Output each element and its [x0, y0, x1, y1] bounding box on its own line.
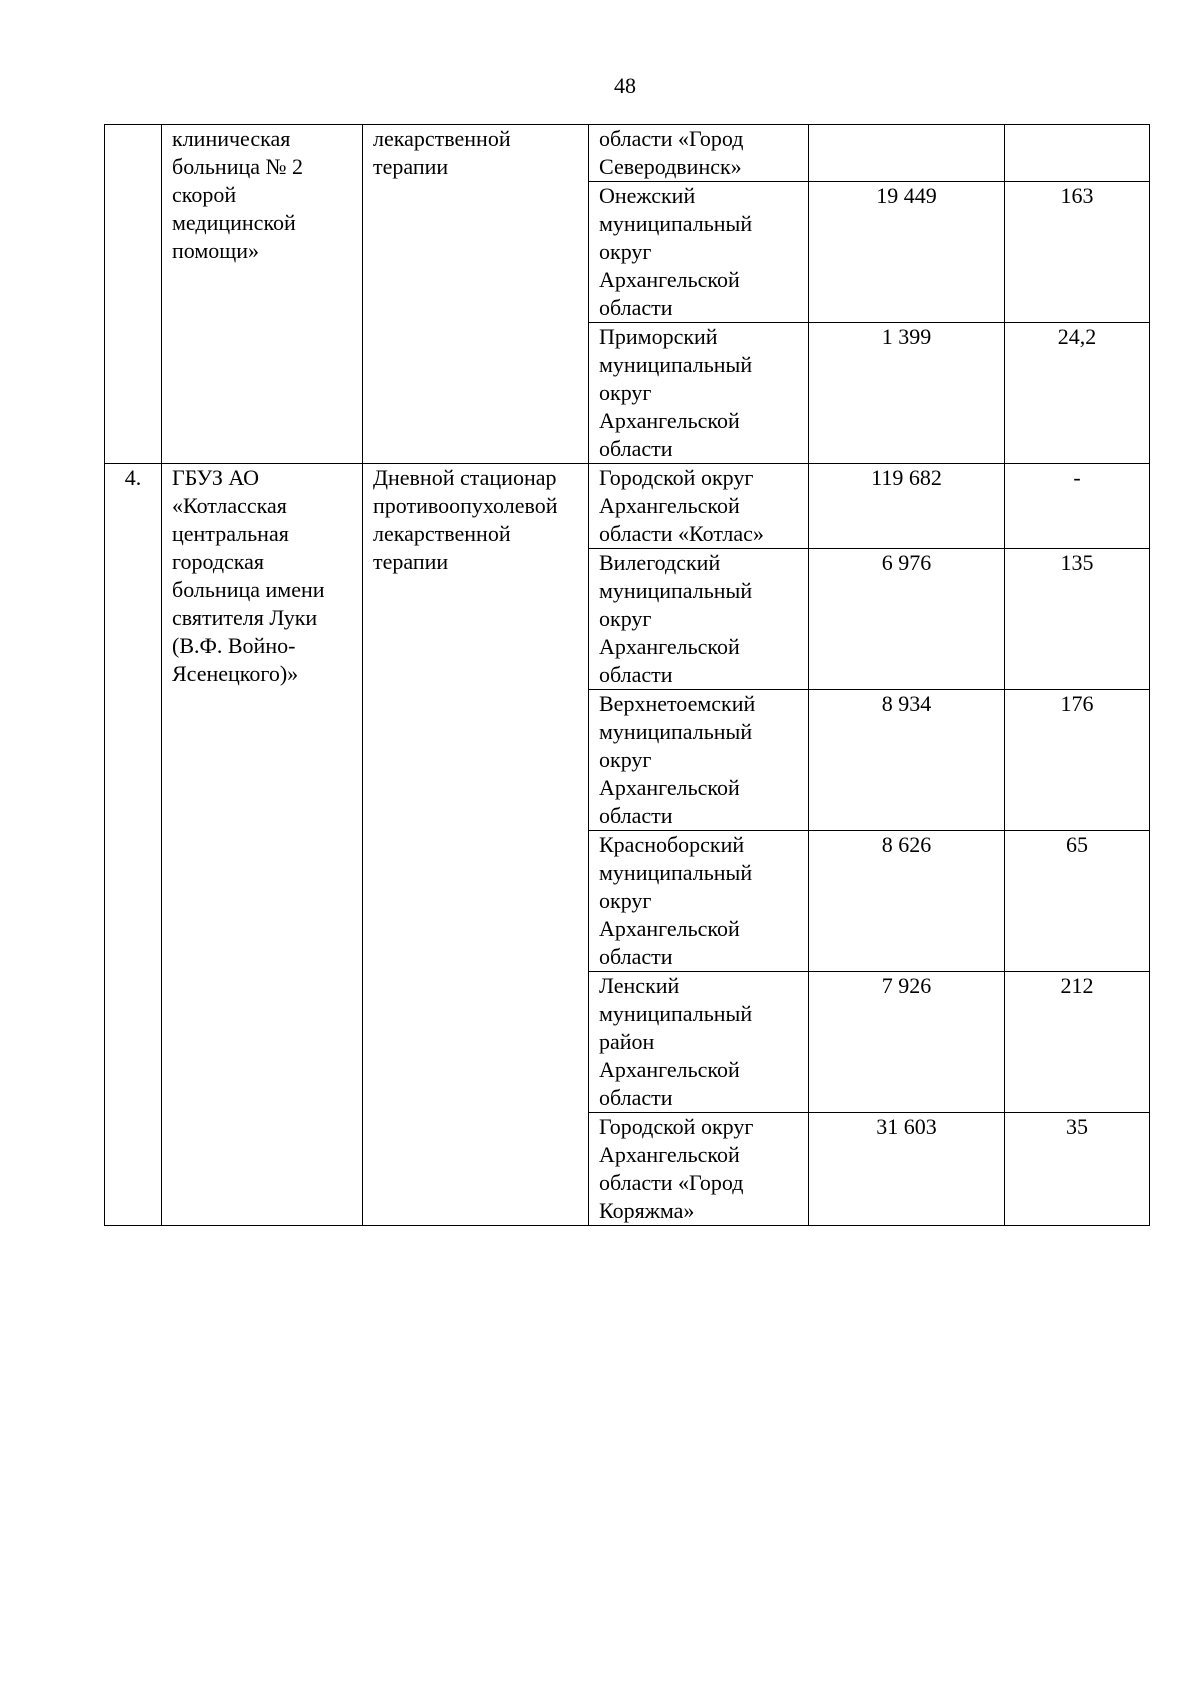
organization-cell: [162, 464, 363, 1226]
value-cell: [1005, 831, 1150, 972]
organization-name: ГБУЗ АО «Котласская центральная городская больница имени святителя Луки (В.Ф. Войно- Ясенецкого)»: [172, 465, 325, 686]
value-cell: [1005, 125, 1150, 182]
value-cell: [1005, 972, 1150, 1113]
value-number: 212: [1060, 973, 1094, 998]
population-cell: [809, 125, 1005, 182]
territory-name: Вилегодский муниципальный округ Архангельской области: [599, 550, 753, 687]
value-number: 35: [1066, 1114, 1088, 1139]
population-cell: [809, 182, 1005, 323]
population-value: 31 603: [876, 1114, 937, 1139]
territory-name: Ленский муниципальный район Архангельской области: [599, 973, 753, 1110]
value-cell: [1005, 1113, 1150, 1226]
territory-cell: [589, 464, 809, 549]
value-cell: [1005, 549, 1150, 690]
table-row: [105, 125, 1150, 182]
row-number: 4.: [124, 465, 142, 490]
value-number: 24,2: [1057, 324, 1097, 349]
value-cell: [1005, 182, 1150, 323]
row-number-cell: [105, 125, 162, 464]
population-cell: [809, 972, 1005, 1113]
value-number: -: [1073, 465, 1081, 490]
territory-name: Онежский муниципальный округ Архангельской области: [599, 183, 753, 320]
page-number: 48: [614, 73, 636, 98]
population-value: 8 626: [881, 832, 932, 857]
service-type-cell: [363, 125, 589, 464]
population-cell: [809, 464, 1005, 549]
territory-cell: [589, 549, 809, 690]
territory-name: Городской округ Архангельской области «Котлас»: [599, 465, 764, 546]
row-number-cell: [105, 464, 162, 1226]
population-value: 8 934: [881, 691, 932, 716]
population-value: 6 976: [881, 550, 932, 575]
value-cell: [1005, 690, 1150, 831]
service-type: лекарственной терапии: [373, 126, 511, 179]
table-row: [105, 464, 1150, 549]
territory-cell: [589, 125, 809, 182]
territory-name: Городской округ Архангельской области «Город Коряжма»: [599, 1114, 754, 1223]
value-number: 135: [1060, 550, 1094, 575]
territory-cell: [589, 182, 809, 323]
population-cell: [809, 690, 1005, 831]
population-value: 1 399: [881, 324, 932, 349]
territory-cell: [589, 972, 809, 1113]
territory-name: области «Город Северодвинск»: [599, 126, 744, 179]
territory-name: Верхнетоемский муниципальный округ Архангельской области: [599, 691, 756, 828]
population-cell: [809, 549, 1005, 690]
territory-cell: [589, 1113, 809, 1226]
value-cell: [1005, 464, 1150, 549]
population-value: 119 682: [871, 465, 942, 490]
data-table: [104, 124, 1150, 1226]
territory-cell: [589, 690, 809, 831]
value-cell: [1005, 323, 1150, 464]
population-cell: [809, 831, 1005, 972]
population-value: 7 926: [881, 973, 932, 998]
population-cell: [809, 323, 1005, 464]
population-cell: [809, 1113, 1005, 1226]
territory-cell: [589, 323, 809, 464]
territory-name: Красноборский муниципальный округ Архангельской области: [599, 832, 753, 969]
territory-cell: [589, 831, 809, 972]
service-type: Дневной стационар противоопухолевой лекарственной терапии: [373, 465, 558, 574]
value-number: 65: [1066, 832, 1088, 857]
organization-name: клиническая больница № 2 скорой медицинской помощи»: [172, 126, 303, 263]
organization-cell: [162, 125, 363, 464]
value-number: 176: [1060, 691, 1094, 716]
service-type-cell: [363, 464, 589, 1226]
territory-name: Приморский муниципальный округ Архангельской области: [599, 324, 753, 461]
population-value: 19 449: [876, 183, 937, 208]
value-number: 163: [1060, 183, 1094, 208]
